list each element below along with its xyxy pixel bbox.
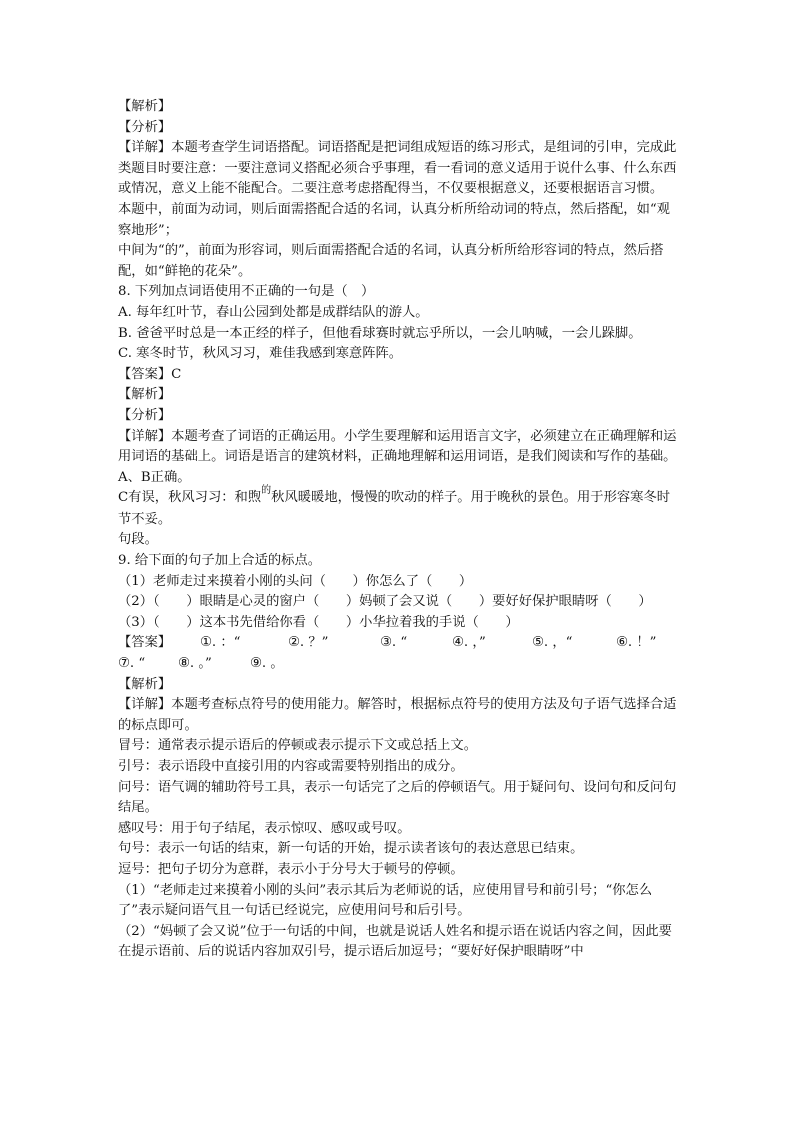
section-heading-fenxi-2: 【分析】 [118, 407, 172, 423]
section-heading-analysis-3: 【解析】 [118, 676, 172, 692]
question-8-stem: 8. 下列加点词语使用不正确的一句是（ ） [118, 284, 375, 300]
question-8-answer: 【答案】C [118, 366, 182, 382]
definition-comma: 逗号：把句子切分为意群，表示小于分号大于顿号的停顿。 [118, 861, 464, 877]
paragraph-fragment: 句段。 [118, 532, 158, 548]
answer-item: ⑧. 。” [178, 656, 212, 672]
question-8-option-c: C. 寒冬时节，秋风习习，难佳我感到寒意阵阵。 [118, 346, 403, 362]
question-9-stem: 9. 给下面的句子加上合适的标点。 [118, 553, 322, 569]
explanation-sentence-1: （1）“老师走过来摸着小刚的头问”表示其后为老师说的话，应使用冒号和前引号；“你怎么了”表示疑问语气且一句话已经说完，应使用问号和后引号。 [118, 882, 653, 919]
paragraph-detail-q8: 【详解】本题考查了词语的正确运用。小学生要理解和运用语言文字，必须建立在正确理解和运用词语的基础上。词语是语言的建筑材料，正确地理解和运用词语，是我们阅读和写作的基础。 [118, 428, 677, 465]
definition-period: 句号：表示一句话的结束，新一句话的开始，提示读者该句的表达意思已结束。 [118, 841, 584, 857]
question-9-answer-row-1 [118, 633, 678, 654]
answer-item: ①. ：“ [200, 635, 241, 651]
paragraph-q7-verb: 本题中，前面为动词，则后面需搭配合适的名词，认真分析所给动词的特点，然后搭配，如“观察地形”； [118, 201, 670, 238]
answer-item: ④. ，” [452, 635, 486, 651]
paragraph-q7-adjective: 中间为“的”，前面为形容词，则后面需搭配合适的名词，认真分析所给形容词的特点，然后搭配，如“鲜艳的花朵”。 [118, 243, 664, 279]
explanation-sentence-2: （2）“妈顿了会又说”位于一句话的中间，也就是说话人姓名和提示语在说话内容之间，因此要在提示语前、后的说话内容加双引号，提示语后加逗号；“要好好保护眼睛呀”中 [118, 923, 672, 960]
answer-label: 【答案】 [118, 635, 172, 651]
section-heading-analysis-2: 【解析】 [118, 387, 172, 403]
question-9-answer-row-2 [118, 654, 678, 675]
answer-item: ③. “ [380, 635, 408, 651]
answer-item: ⑨. 。 [250, 656, 284, 672]
paragraph-detail-q9: 【详解】本题考查标点符号的使用能力。解答时，根据标点符号的使用方法及句子语气选择合适的标点即可。 [118, 697, 677, 733]
answer-item: ⑤. ，“ [532, 635, 573, 651]
paragraph-q8-c [118, 485, 678, 530]
question-9-sentence-3: （3）（ ）这本书先借给你看（ ）小华拉着我的手说（ ） [118, 614, 519, 630]
question-8-option-a: A. 每年红叶节，春山公园到处都是成群结队的游人。 [118, 304, 429, 320]
question-8-option-b: B. 爸爸平时总是一本正经的样子，但他看球赛时就忘乎所以，一会儿呐喊，一会儿跺脚。 [118, 325, 642, 341]
answer-item: ⑥. ！” [616, 635, 657, 651]
definition-colon: 冒号：通常表示提示语后的停顿或表示提示下文或总括上文。 [118, 738, 478, 754]
document-body [118, 97, 678, 963]
q8-c-superscript: 的 [261, 485, 272, 497]
paragraph-detail-q7: 【详解】本题考查学生词语搭配。词语搭配是把词组成短语的练习形式，是组词的引申，完成此类题目时要注意：一要注意词义搭配必须合乎事理，看一看词的意义适用于说什么事、什么东西或情况，意义上能不能配合。二要注意考虑搭配得当，不仅要根据意义，还要根据语言习惯。 [118, 140, 677, 197]
q8-c-text-end: 秋风暖暖地，慢慢的吹动的样子。用于晚秋的景色。用于形容寒冬时节不妥。 [118, 490, 671, 527]
paragraph-q8-ab: A、B正确。 [118, 469, 191, 485]
question-9-sentence-2: （2）（ ）眼睛是心灵的窗户（ ）妈顿了会又说（ ）要好好保护眼睛呀（ ） [118, 594, 652, 610]
definition-quotation: 引号：表示语段中直接引用的内容或需要特别指出的成分。 [118, 759, 464, 774]
section-heading-analysis: 【解析】 [118, 99, 172, 114]
answer-item: ②. ？” [288, 635, 329, 651]
answer-item: ⑦. “ [118, 656, 146, 672]
definition-question-mark: 问号：语气调的辅助符号工具，表示一句话完了之后的停顿语气。用于疑问句、设问句和反问句结尾。 [118, 779, 677, 816]
definition-exclamation: 感叹号：用于句子结尾，表示惊叹、感叹或号叹。 [118, 820, 411, 836]
section-heading-fenxi: 【分析】 [118, 119, 172, 135]
q8-c-text-start: C有误，秋风习习：和煦 [118, 490, 262, 506]
question-9-sentence-1: （1）老师走过来摸着小刚的头问（ ）你怎么了（ ） [118, 573, 473, 589]
